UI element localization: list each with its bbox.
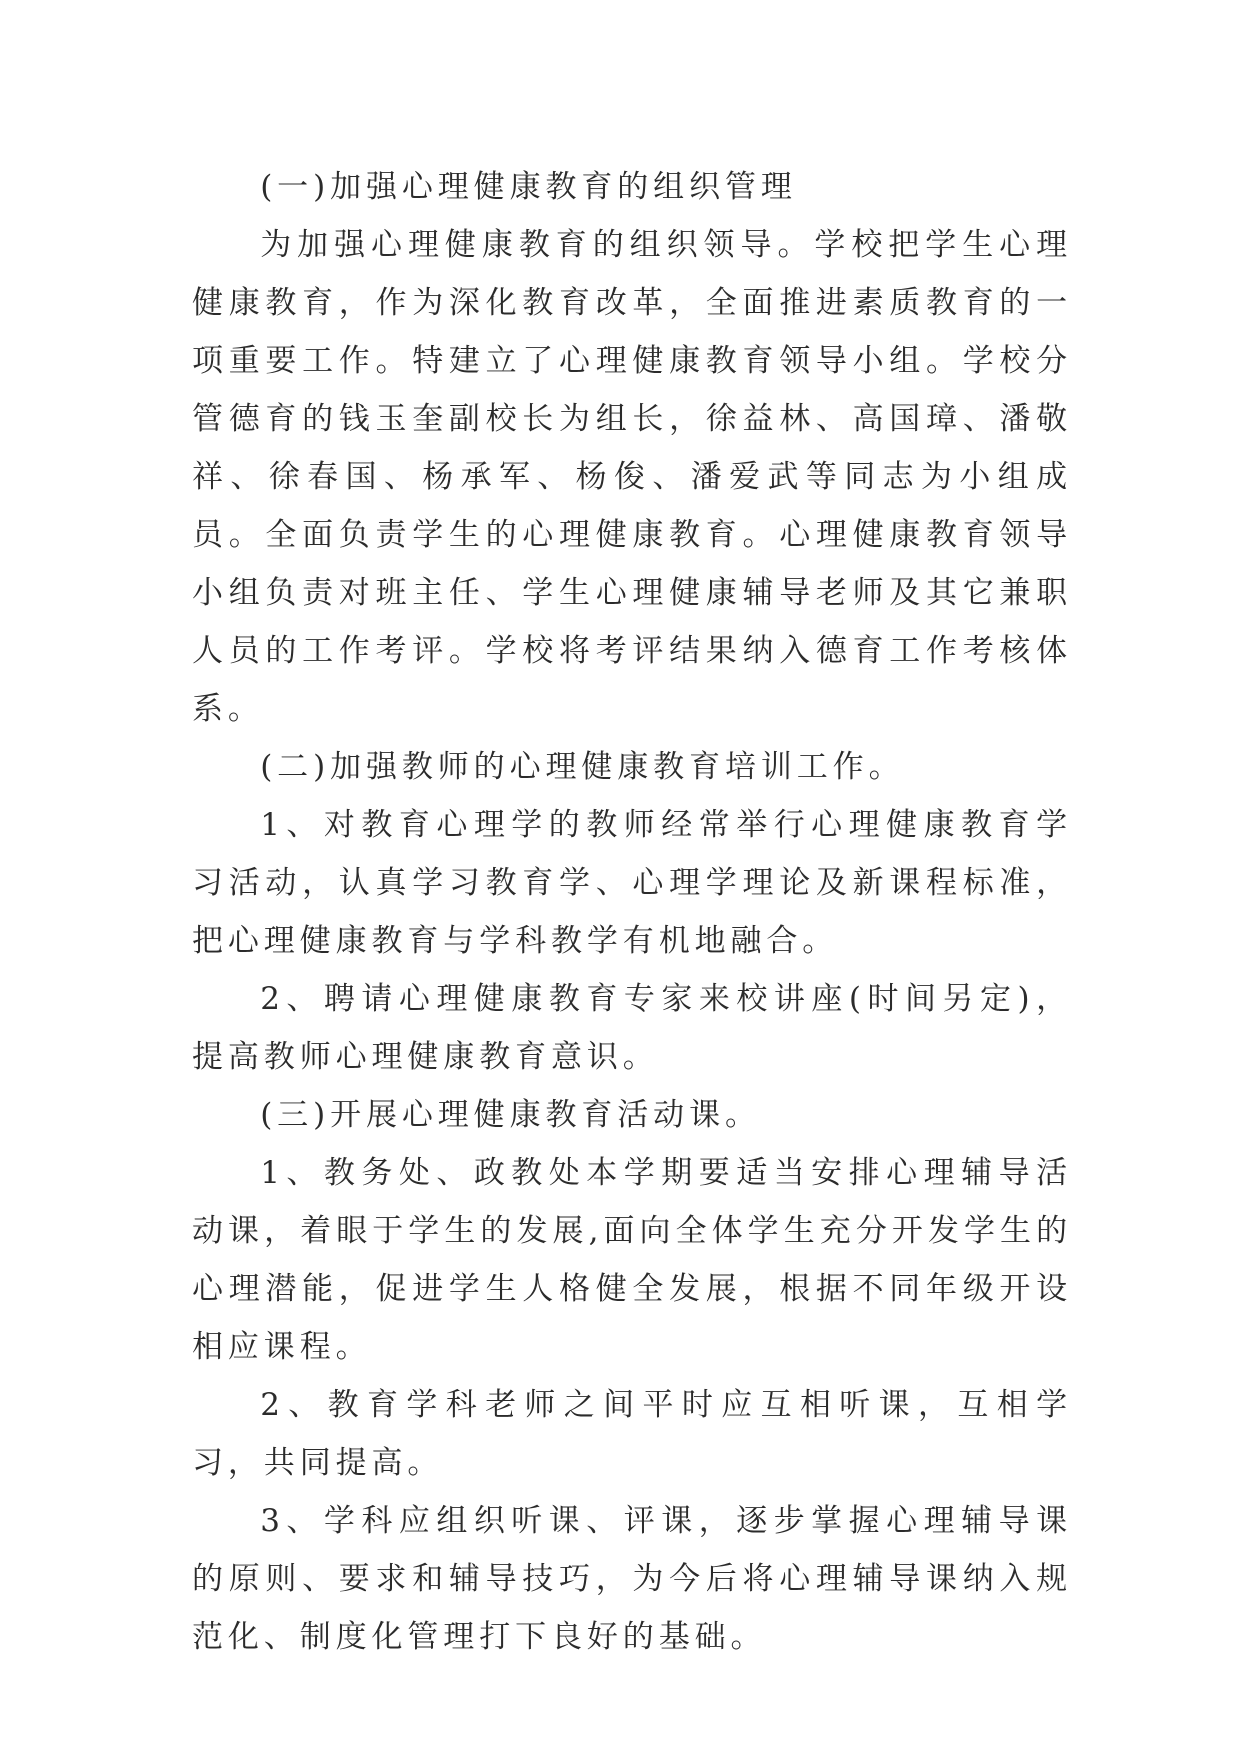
document-page (192, 158, 1072, 1666)
list-item-training-1: 1、对教育心理学的教师经常举行心理健康教育学习活动，认真学习教育学、心理学理论及新课程标准，把心理健康教育与学科教学有机地融合。 (192, 807, 1072, 959)
paragraph-leadership: 为加强心理健康教育的组织领导。学校把学生心理健康教育，作为深化教育改革，全面推进素质教育的一项重要工作。特建立了心理健康教育领导小组。学校分管德育的钱玉奎副校长为组长，徐益林、高国璋、潘敬祥、徐春国、杨承军、杨俊、潘爱武等同志为小组成员。全面负责学生的心理健康教育。心理健康教育领导小组负责对班主任、学生心理健康辅导老师及其它兼职人员的工作考评。学校将考评结果纳入德育工作考核体系。 (192, 227, 1072, 727)
section-heading-3: (三)开展心理健康教育活动课。 (260, 1097, 761, 1133)
list-item-training-2: 2、聘请心理健康教育专家来校讲座(时间另定)，提高教师心理健康教育意识。 (192, 981, 1073, 1075)
section-heading-1: (一)加强心理健康教育的组织管理 (260, 169, 797, 205)
list-item-activity-2: 2、教育学科老师之间平时应互相听课，互相学习，共同提高。 (192, 1387, 1072, 1481)
section-heading-2: (二)加强教师的心理健康教育培训工作。 (260, 749, 905, 785)
list-item-activity-1: 1、教务处、政教处本学期要适当安排心理辅导活动课，着眼于学生的发展,面向全体学生充分开发学生的心理潜能，促进学生人格健全发展，根据不同年级开设相应课程。 (192, 1155, 1072, 1365)
list-item-activity-3: 3、学科应组织听课、评课，逐步掌握心理辅导课的原则、要求和辅导技巧，为今后将心理辅导课纳入规范化、制度化管理打下良好的基础。 (192, 1503, 1072, 1655)
